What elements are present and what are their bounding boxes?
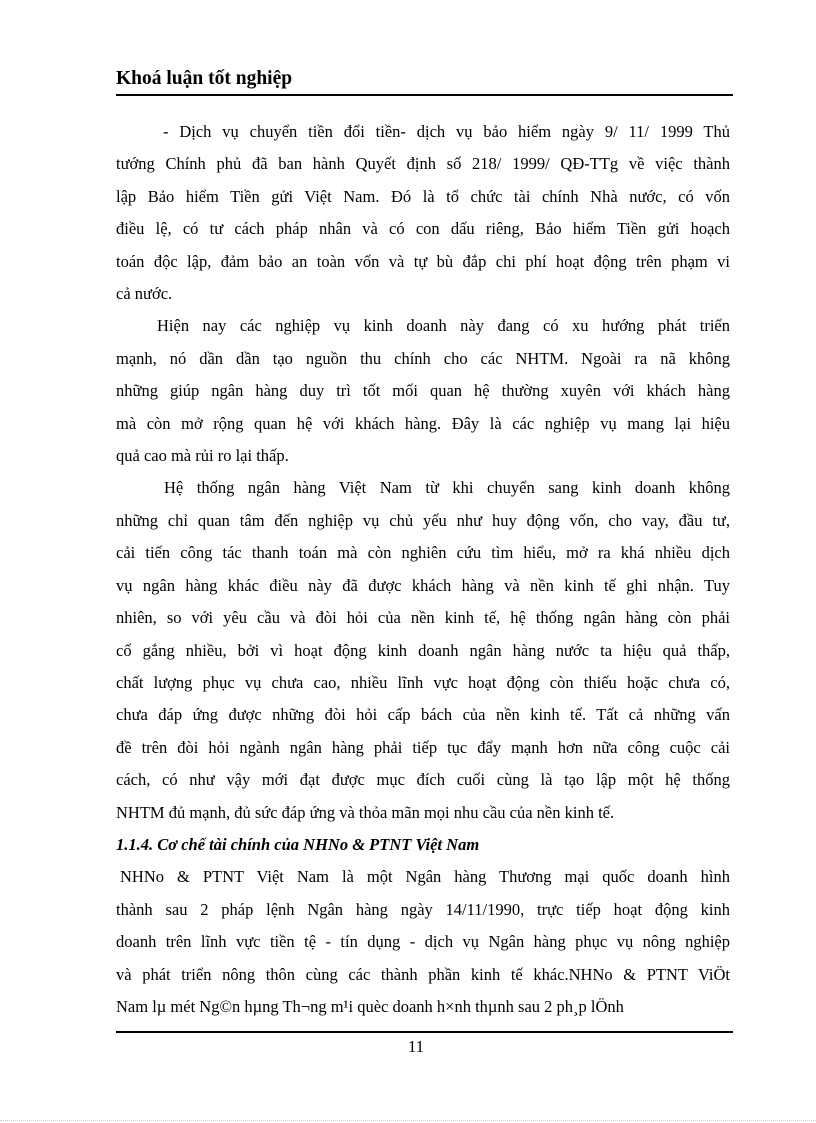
text-line: lập Bảo hiểm Tiền gửi Việt Nam. Đó là tổ chức tài chính Nhà nước, có vốn <box>116 186 730 206</box>
section-heading: 1.1.4. Cơ chế tài chính của NHNo & PTNT Việt Nam <box>116 834 480 854</box>
page-number: 11 <box>407 1037 425 1056</box>
text-line: vụ ngân hàng khác điều này đã được khách hàng và nền kinh tế ghi nhận. Tuy <box>116 575 730 595</box>
page-bottom-edge <box>0 1120 816 1121</box>
text-line: đề trên đòi hỏi ngành ngân hàng phải tiếp tục đẩy mạnh hơn nữa công cuộc cải <box>116 737 730 757</box>
paragraph-money-transfer-services <box>116 116 730 310</box>
document-body <box>116 116 730 1023</box>
text-line: NHTM đủ mạnh, đủ sức đáp ứng và thỏa mãn mọi nhu cầu của nền kinh tế. <box>116 802 615 822</box>
text-line: chất lượng phục vụ chưa cao, nhiều lĩnh vực hoạt động còn thiếu hoặc chưa có, <box>116 672 730 692</box>
page-header-title: Khoá luận tốt nghiệp <box>116 68 293 89</box>
text-line: Hiện nay các nghiệp vụ kinh doanh này đang có xu hướng phát triển <box>157 316 730 336</box>
text-line: NHNo & PTNT Việt Nam là một Ngân hàng Thương mại quốc doanh hình <box>120 867 730 887</box>
text-line: mà còn mở rộng quan hệ với khách hàng. Đây là các nghiệp vụ mang lại hiệu <box>116 413 730 433</box>
text-line: Hệ thống ngân hàng Việt Nam từ khi chuyển sang kinh doanh không <box>164 478 730 498</box>
text-line: tướng Chính phủ đã ban hành Quyết định số 218/ 1999/ QĐ-TTg về việc thành <box>116 154 730 174</box>
header-divider <box>116 94 733 96</box>
text-line: - Dịch vụ chuyển tiền đổi tiền- dịch vụ bảo hiểm ngày 9/ 11/ 1999 Thủ <box>163 122 730 141</box>
text-line: chưa đáp ứng được những đòi hỏi cấp bách của nền kinh tế. Tất cả những vấn <box>116 705 730 725</box>
text-line: những chỉ quan tâm đến nghiệp vụ chủ yếu như huy động vốn, cho vay, đầu tư, <box>116 510 730 530</box>
text-line: cố gắng nhiều, bởi vì hoạt động kinh doanh ngân hàng nước ta hiệu quả thấp, <box>116 640 730 660</box>
text-line: điều lệ, có tư cách pháp nhân và có con dấu riêng, Bảo hiểm Tiền gửi hoạch <box>116 219 730 239</box>
text-line: những giúp ngân hàng duy trì tốt mối quan hệ thường xuyên với khách hàng <box>116 381 730 401</box>
text-line: mạnh, nó dần dần tạo nguồn thu chính cho các NHTM. Ngoài ra nã không <box>116 348 730 368</box>
text-line: quả cao mà rủi ro lại thấp. <box>116 446 289 466</box>
footer-divider <box>116 1031 733 1033</box>
text-line: cải tiến công tác thanh toán mà còn nghiên cứu tìm hiểu, mở ra khá nhiều dịch <box>116 543 730 563</box>
text-line: cả nước. <box>116 284 173 304</box>
paragraph-banking-system <box>116 472 730 828</box>
text-line: nhiên, so với yêu cầu và đòi hỏi của nền kinh tế, hệ thống ngân hàng còn phải <box>116 608 730 628</box>
text-line: doanh trên lĩnh vực tiền tệ - tín dụng - dịch vụ Ngân hàng phục vụ nông nghiệp <box>116 932 730 952</box>
text-line: cách, có như vậy mới đạt được mục đích cuối cùng là tạo lập một hệ thống <box>116 770 730 790</box>
text-line: thành sau 2 pháp lệnh Ngân hàng ngày 14/11/1990, trực tiếp hoạt động kinh <box>116 899 730 919</box>
paragraph-business-trend <box>116 310 730 472</box>
text-line: Nam lµ mét Ng©n hµng Th¬ng m¹i quèc doanh h×nh thµnh sau 2 ph¸p lÖnh <box>116 996 624 1016</box>
text-line: và phát triển nông thôn cùng các thành phần kinh tế khác.NHNo & PTNT ViÖt <box>116 964 730 984</box>
paragraph-agribank-overview <box>116 861 730 1023</box>
text-line: toán độc lập, đảm bảo an toàn vốn và tự bù đắp chi phí hoạt động trên phạm vi <box>116 251 730 271</box>
